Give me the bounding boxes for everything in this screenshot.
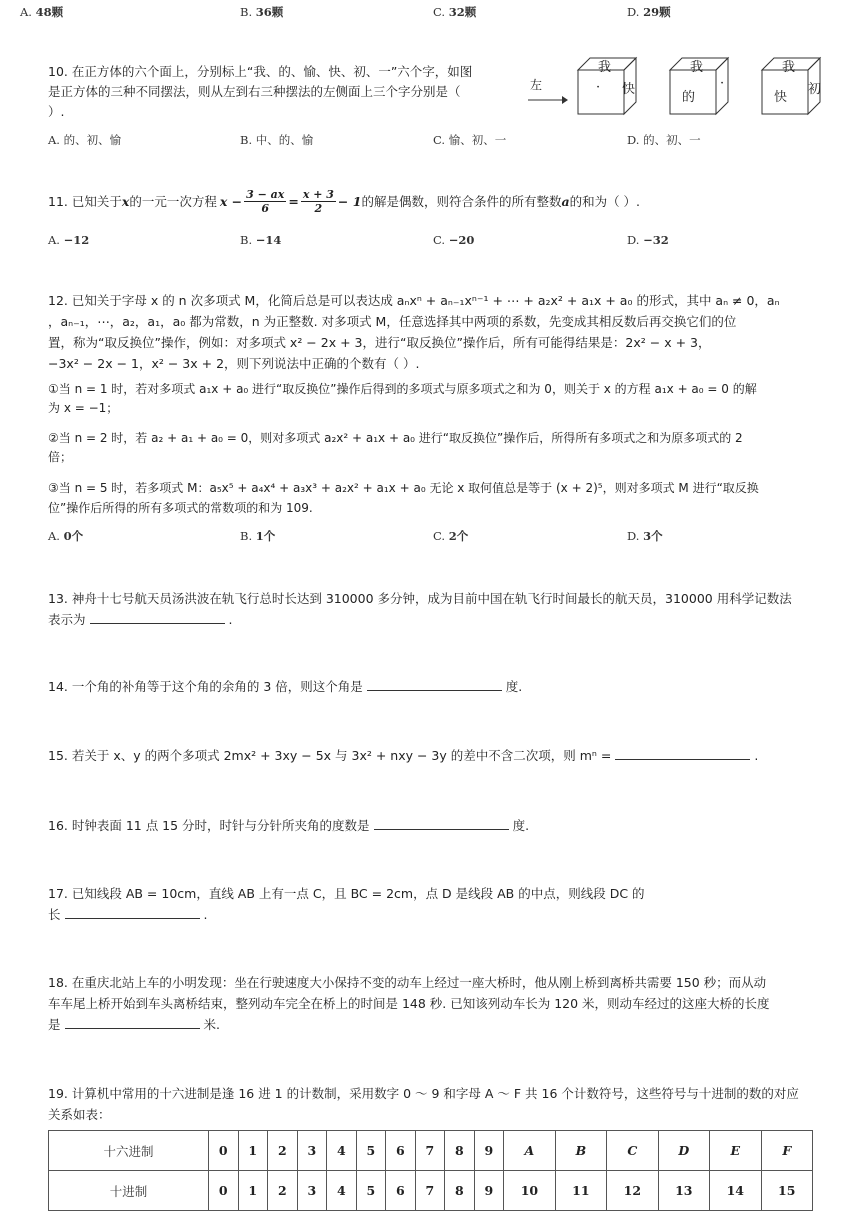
q16-stem: 16. 时钟表面 11 点 15 分时，时针与分针所夹角的度数是 度. <box>48 815 529 836</box>
table-cell: 10 <box>504 1171 555 1211</box>
q10-arrow <box>528 90 568 109</box>
q19-stem: 19. 计算机中常用的十六进制是逢 16 进 1 的计数制，采用数字 0 ～ 9 和字母 A ～ F 共 16 个计数符号，这些符号与十进制的数的对应 关系如表： <box>48 1086 799 1122</box>
table-cell: 4 <box>327 1171 357 1211</box>
table-cell: A <box>504 1131 555 1171</box>
table-row-hex <box>49 1131 813 1171</box>
table-cell: 2 <box>268 1131 298 1171</box>
cube1-right-char: 快 <box>622 82 636 97</box>
table-cell: B <box>555 1131 606 1171</box>
q11-option-a: A. −12 <box>48 233 90 247</box>
q10-option-a: A. 的、初、愉 <box>48 133 122 147</box>
q19-conversion-table <box>48 1130 813 1211</box>
q10-option-b: B. 中、的、愉 <box>240 133 314 147</box>
table-cell: 5 <box>356 1171 386 1211</box>
q11-option-b: B. −14 <box>240 233 282 247</box>
cube1-top-char: 我 <box>598 60 612 75</box>
cube2-top-char: 我 <box>690 60 704 75</box>
q14-answer-blank[interactable] <box>367 676 502 691</box>
table-cell: F <box>761 1131 813 1171</box>
q9-option-d: D. 29颗 <box>627 5 671 19</box>
cube3-top-char: 我 <box>782 60 796 75</box>
q10-stem: 10. 在正方体的六个面上，分别标上“我、的、愉、快、初、一”六个字，如图 是正方体的三种不同摆法，则从左到右三种摆法的左侧面上三个字分别是（ ）. <box>48 64 473 119</box>
q9-option-b: B. 36颗 <box>240 5 284 19</box>
table-cell: 0 <box>209 1131 239 1171</box>
q13-stem: 13. 神舟十七号航天员汤洪波在轨飞行总时长达到 310000 多分钟，成为目前中国在轨飞行时间最长的航天员，310000 用科学记数法 表示为 . <box>48 591 792 627</box>
q16-answer-blank[interactable] <box>374 815 509 830</box>
q11-stem: 11. 已知关于 x 的一元一次方程 x − $\frac{3 - ax}{6}$ = $\frac{x + 3}{2}$ − 1 的解是偶数，则符合条件的所有整数 a 的和为（ ）. <box>48 188 641 215</box>
q12-statement-2: ②当 n = 2 时，若 a₂ + a₁ + a₀ = 0，则对多项式 a₂x² + a₁x + a₀ 进行“取反换位”操作后，所得所有多项式之和为原多项式的 2 倍； <box>48 431 743 464</box>
table-cell: 9 <box>474 1171 504 1211</box>
table-cell: E <box>710 1131 761 1171</box>
table-cell: 2 <box>268 1171 298 1211</box>
q12-option-b: B. 1个 <box>240 529 276 543</box>
q10-cube-1 <box>578 58 638 116</box>
table-cell: 1 <box>238 1171 268 1211</box>
table-cell: 8 <box>445 1131 475 1171</box>
q10-option-c: C. 愉、初、一 <box>433 133 507 147</box>
q9-option-c: C. 32颗 <box>433 5 477 19</box>
table-cell: 14 <box>710 1171 761 1211</box>
q15-answer-blank[interactable] <box>615 745 750 760</box>
table-cell: 0 <box>209 1171 239 1211</box>
q13-answer-blank[interactable] <box>90 609 225 624</box>
table-cell: 3 <box>297 1131 327 1171</box>
table-cell: 6 <box>386 1171 416 1211</box>
q17-answer-blank[interactable] <box>65 904 200 919</box>
q14-stem: 14. 一个角的补角等于这个角的余角的 3 倍，则这个角是 度. <box>48 676 522 697</box>
q10-cube-2 <box>670 58 730 116</box>
q10-option-d: D. 的、初、一 <box>627 133 701 147</box>
table-cell: 3 <box>297 1171 327 1211</box>
table-cell: 7 <box>415 1131 445 1171</box>
table-cell: D <box>658 1131 709 1171</box>
q11-option-d: D. −32 <box>627 233 669 247</box>
q10-cube-3 <box>762 58 822 116</box>
table-cell: 1 <box>238 1131 268 1171</box>
q9-option-a: A. 48颗 <box>20 5 64 19</box>
table-cell: 13 <box>658 1171 709 1211</box>
q18-stem: 18. 在重庆北站上车的小明发现：坐在行驶速度大小保持不变的动车上经过一座大桥时，他从刚上桥到离桥共需要 150 秒；而从动 车车尾上桥开始到车头离桥结束，整列动车完全在桥上的时间是 148 秒. 已知该列动车长为 120 米，则动车经过的这座大桥的长度 是 米. <box>48 975 770 1032</box>
q10-left-label: 左 <box>530 78 543 92</box>
table-row-decimal <box>49 1171 813 1211</box>
cube2-front-char: 的 <box>682 90 696 105</box>
q18-answer-blank[interactable] <box>65 1014 200 1029</box>
q17-stem: 17. 已知线段 AB = 10cm，直线 AB 上有一点 C，且 BC = 2cm，点 D 是线段 AB 的中点，则线段 DC 的 长 . <box>48 886 645 922</box>
q12-option-c: C. 2个 <box>433 529 469 543</box>
table-row-label: 十六进制 <box>49 1131 209 1171</box>
table-cell: 6 <box>386 1131 416 1171</box>
q11-fraction-1: $\frac{3 - ax}{6}$ <box>246 188 285 215</box>
q11-fraction-2: $\frac{x + 3}{2}$ <box>302 188 334 215</box>
table-cell: 12 <box>607 1171 658 1211</box>
table-cell: 15 <box>761 1171 813 1211</box>
table-cell: 8 <box>445 1171 475 1211</box>
q11-option-c: C. −20 <box>433 233 475 247</box>
table-cell: C <box>607 1131 658 1171</box>
table-cell: 9 <box>474 1131 504 1171</box>
q12-option-d: D. 3个 <box>627 529 663 543</box>
q12-stem: 12. 已知关于字母 x 的 n 次多项式 M，化简后总是可以表达成 aₙxⁿ + aₙ₋₁xⁿ⁻¹ + ⋯ + a₂x² + a₁x + a₀ 的形式，其中 aₙ ≠ 0，aₙ ，aₙ₋₁，⋯，a₂，a₁，a₀ 都为常数，n 为正整数. 对多项式 M，任意选择其中两项的系数，先变成其相反数后再交换它们的位 置，称为“取反换位”操作，例如：对多项式 x² − 2x + 3，进行“取反换位”操作后，所有可能得结果是：2x² − x + 3， −3x² − 2x − 1，x² − 3x + 2，则下列说法中正确的个数有（ ）. <box>48 293 780 371</box>
cube3-right-char: 初 <box>808 82 822 97</box>
table-cell: 4 <box>327 1131 357 1171</box>
cube2-right-char: · <box>720 76 725 91</box>
q12-statement-3: ③当 n = 5 时，若多项式 M：a₅x⁵ + a₄x⁴ + a₃x³ + a₂x² + a₁x + a₀ 无论 x 取何值总是等于 (x + 2)⁵，则对多项式 M 进行“取反换 位”操作后所得的所有多项式的常数项的和为 109. <box>48 481 759 515</box>
q12-option-a: A. 0个 <box>48 529 84 543</box>
table-cell: 5 <box>356 1131 386 1171</box>
q15-stem: 15. 若关于 x、y 的两个多项式 2mx² + 3xy − 5x 与 3x² + nxy − 3y 的差中不含二次项，则 mⁿ = . <box>48 745 758 766</box>
table-cell: 7 <box>415 1171 445 1211</box>
table-cell: 11 <box>555 1171 606 1211</box>
table-row-label: 十进制 <box>49 1171 209 1211</box>
q12-statement-1: ①当 n = 1 时，若对多项式 a₁x + a₀ 进行“取反换位”操作后得到的多项式与原多项式之和为 0，则关于 x 的方程 a₁x + a₀ = 0 的解 为 x = −1； <box>48 382 757 415</box>
cube1-front-char: · <box>596 80 601 95</box>
cube3-front-char: 快 <box>774 90 788 105</box>
